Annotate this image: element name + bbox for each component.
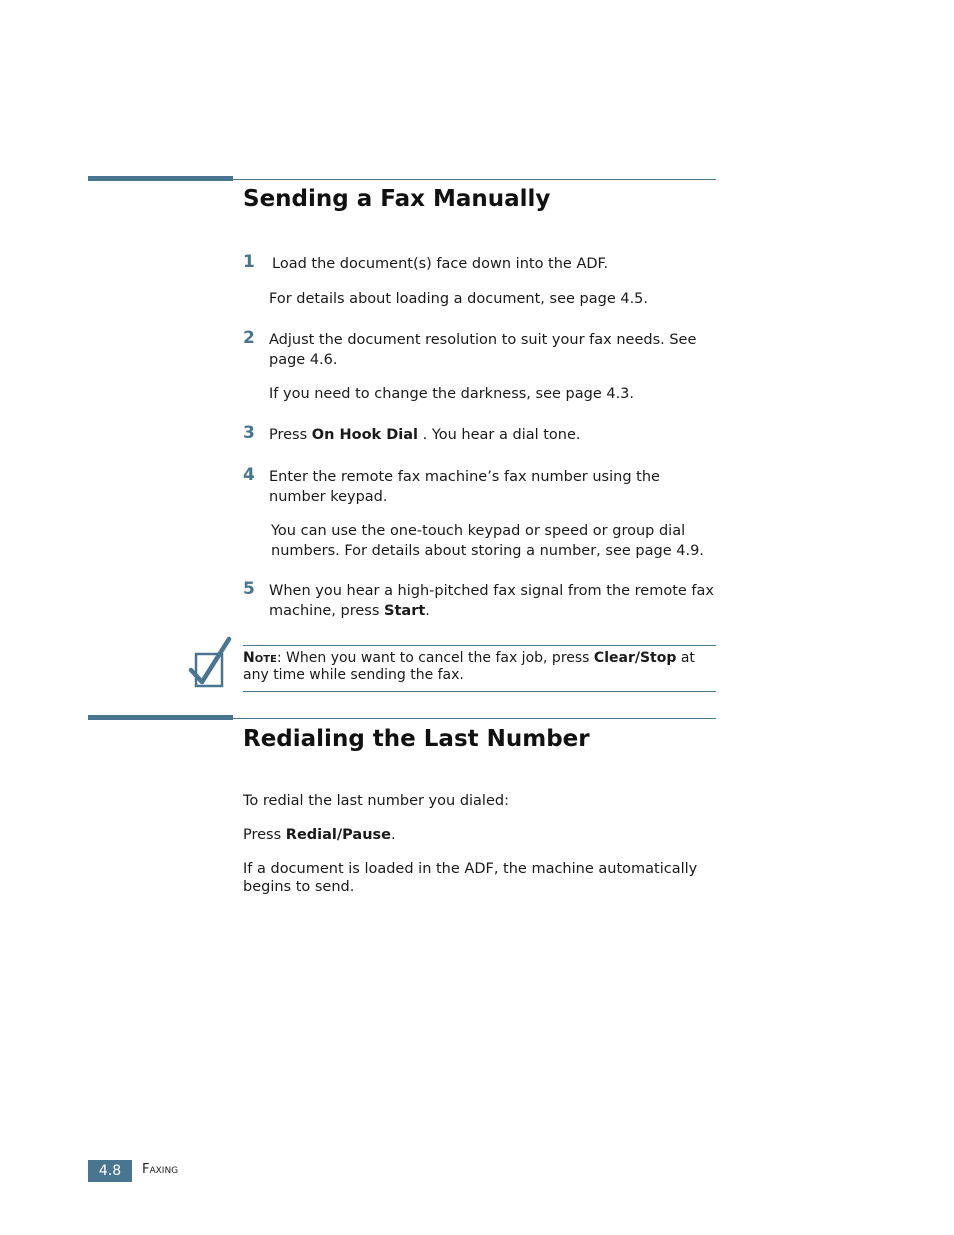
- section-bar: [88, 176, 233, 181]
- step-number: 2: [243, 328, 255, 348]
- section-rule: [233, 179, 716, 180]
- key-redial-pause: Redial/Pause: [285, 827, 391, 843]
- step-text: When you hear a high-pitched fax signal from the remote fax machine, press Start.: [269, 583, 715, 619]
- step-text: Load the document(s) face down into the ADF.: [272, 256, 609, 272]
- section-bar: [88, 715, 233, 720]
- step-number: 1: [243, 252, 255, 272]
- step-text: Press On Hook Dial . You hear a dial tone.: [269, 427, 581, 443]
- body-text: Press Redial/Pause.: [243, 827, 396, 843]
- section-title: Sending a Fax Manually: [243, 186, 551, 212]
- step-text: Adjust the document resolution to suit your fax needs. See page 4.6.: [269, 332, 697, 368]
- checkmark-icon: [188, 636, 232, 690]
- step-subtext: If you need to change the darkness, see page 4.3.: [269, 386, 635, 402]
- section-rule: [233, 718, 716, 719]
- note-label: Note: [243, 650, 277, 666]
- step-number: 5: [243, 579, 255, 599]
- key-clear-stop: Clear/Stop: [593, 650, 677, 666]
- step-text: Enter the remote fax machine’s fax number using the number keypad.: [269, 469, 660, 505]
- body-text: To redial the last number you dialed:: [243, 793, 509, 809]
- chapter-label: Faxing: [142, 1162, 179, 1177]
- step-number: 4: [243, 465, 255, 485]
- note-rule-bottom: [243, 691, 716, 692]
- key-start: Start: [384, 603, 426, 619]
- body-text: If a document is loaded in the ADF, the machine automatically begins to send.: [243, 861, 698, 895]
- step-subtext: For details about loading a document, see page 4.5.: [269, 291, 649, 307]
- key-on-hook-dial: On Hook Dial: [311, 427, 418, 443]
- page-number: 4.8: [88, 1160, 132, 1182]
- step-subtext: You can use the one-touch keypad or speed or group dial numbers. For details about storing a number, see page 4.9.: [271, 523, 704, 559]
- section-title: Redialing the Last Number: [243, 726, 590, 752]
- note-text: Note: When you want to cancel the fax job, press Clear/Stop at any time while sending the fax.: [243, 650, 695, 683]
- note-rule-top: [243, 645, 716, 646]
- step-number: 3: [243, 423, 255, 443]
